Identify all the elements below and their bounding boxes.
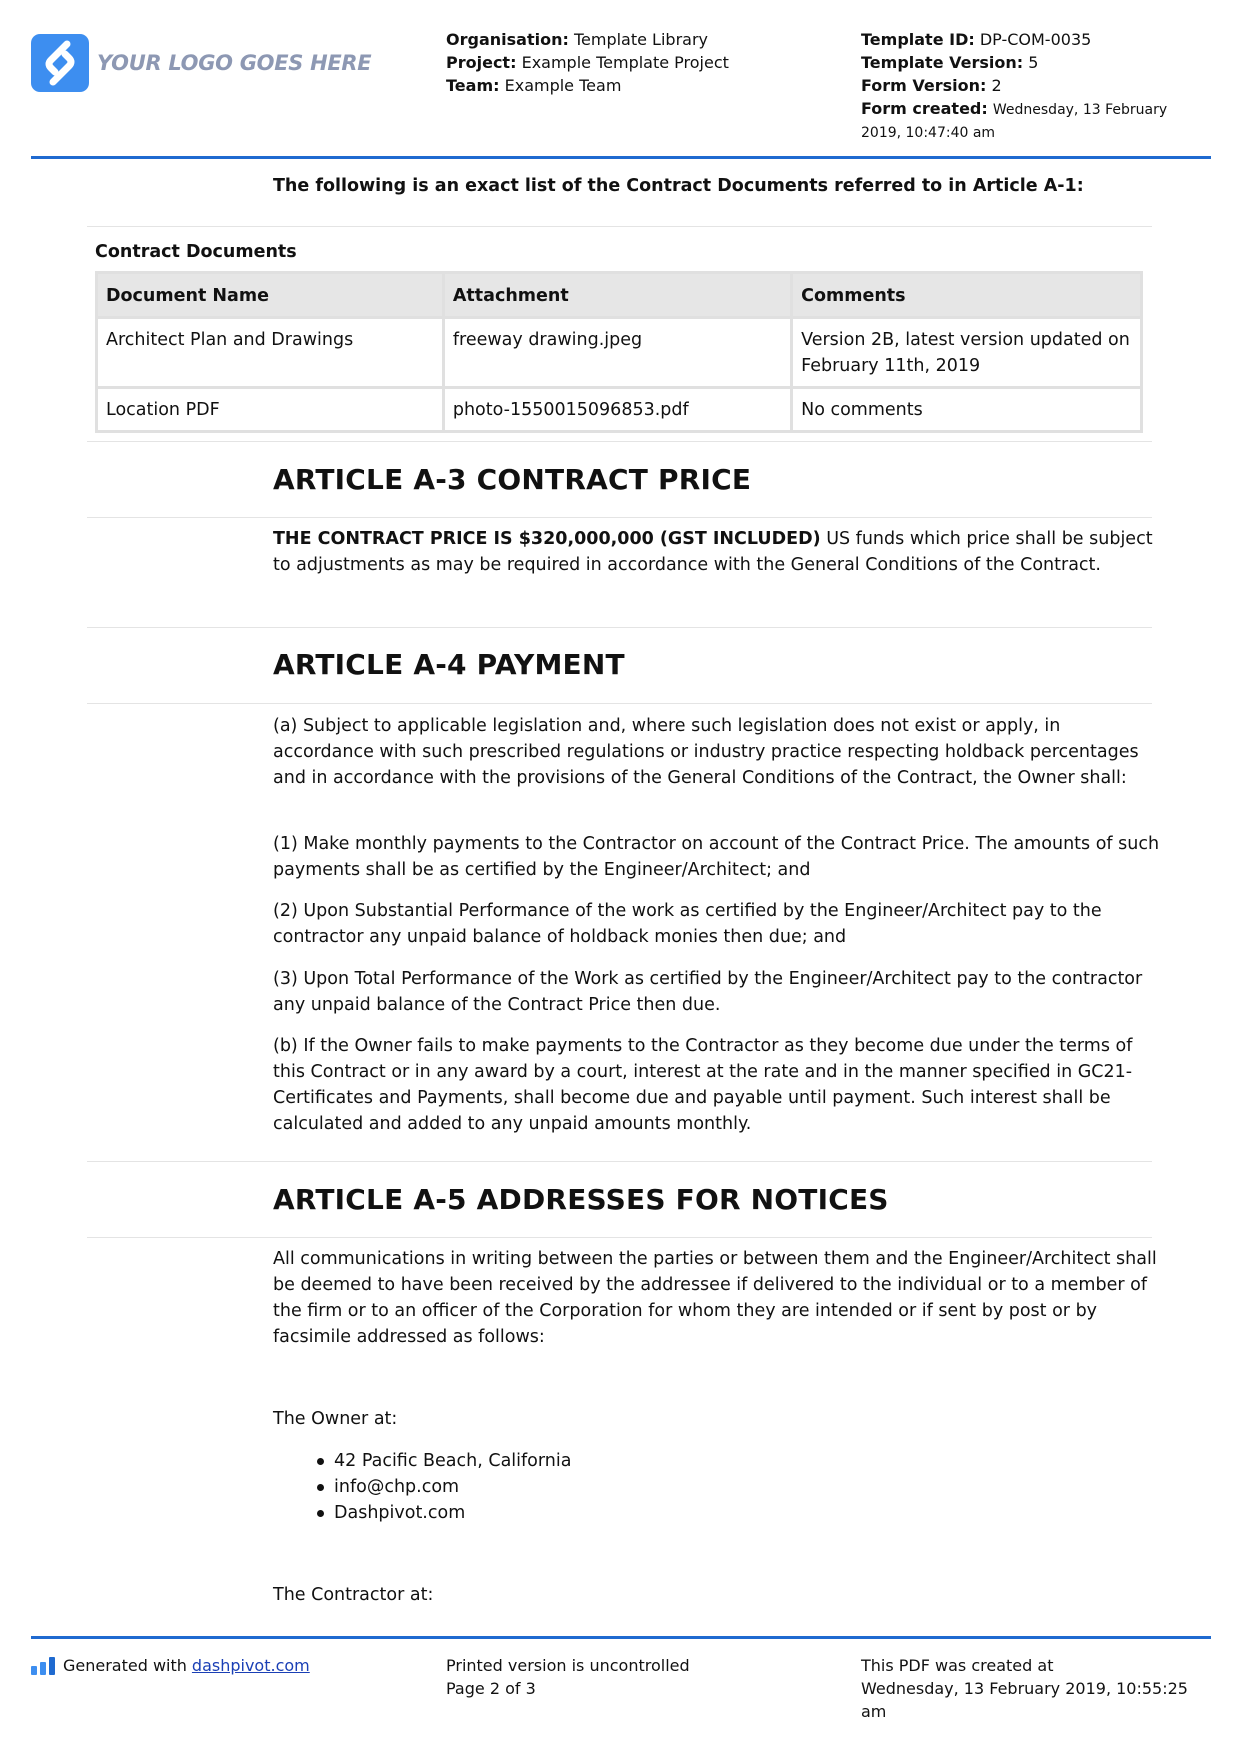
owner-address-list [273,1448,571,1526]
project-value: Example Template Project [521,53,729,72]
section-divider [87,1161,1152,1162]
contract-price-statement: THE CONTRACT PRICE IS $320,000,000 (GST INCLUDED) [273,529,821,549]
payment-paragraph-b: (b) If the Owner fails to make payments to the Contractor as they become due under the terms of this Contract or in any award by a court, interest at the rate and in the manner specified in GC21-Certificates and Payments, shall become due and payable until payment. Such interest shall be calculated and added to any unpaid amounts monthly. [273,1036,1133,1134]
team-label: Team: [446,76,500,95]
list-item: 42 Pacific Beach, California [273,1448,571,1474]
section-divider [87,627,1152,628]
created-line-2: Wednesday, 13 February 2019, 10:55:25 [861,1679,1188,1698]
table-row [97,388,1142,432]
list-item: info@chp.com [273,1474,571,1500]
notices-paragraph: All communications in writing between the parties or between them and the Engineer/Architect shall be deemed to have been received by the addressee if delivered to the individual or to a member of the firm or to an officer of the Corporation for whom they are intended or if sent by post or by facsimile addressed as follows: [273,1249,1157,1347]
contract-documents-title: Contract Documents [95,242,297,262]
template-id-label: Template ID: [861,30,975,49]
cell-comments: No comments [792,388,1142,432]
footer-divider [31,1636,1211,1639]
organisation-value: Template Library [573,30,708,49]
company-logo [31,34,371,92]
cell-attachment: photo-1550015096853.pdf [443,388,791,432]
form-version-label: Form Version: [861,76,987,95]
section-divider [87,1237,1152,1238]
section-divider [87,226,1152,227]
cell-document-name: Location PDF [97,388,444,432]
generated-with [31,1654,310,1677]
article-a3-heading: ARTICLE A-3 CONTRACT PRICE [273,463,752,496]
contract-documents-table [95,271,1143,433]
payment-paragraph-3: (3) Upon Total Performance of the Work as certified by the Engineer/Architect pay to the contractor any unpaid balance of the Contract Price then due. [273,969,1143,1015]
article-a4-heading: ARTICLE A-4 PAYMENT [273,648,625,681]
table-row [97,318,1142,388]
payment-paragraph-1: (1) Make monthly payments to the Contractor on account of the Contract Price. The amounts of such payments shall be as certified by the Engineer/Architect; and [273,834,1160,880]
template-version-label: Template Version: [861,53,1024,72]
header-project-info [446,28,729,97]
form-created-value: Wednesday, 13 February [992,102,1168,118]
generated-text: Generated with [63,1656,187,1675]
owner-label: The Owner at: [273,1409,398,1429]
page-number: Page 2 of 3 [446,1679,536,1698]
article-a3-text [273,526,1163,578]
form-version-value: 2 [991,76,1002,95]
cell-attachment: freeway drawing.jpeg [443,318,791,388]
column-header-comments: Comments [792,273,1142,318]
column-header-attachment: Attachment [443,273,791,318]
header-divider [31,156,1211,159]
contract-price-text: US funds which price shall be subject to adjustments as may be required in accordance with the General Conditions of the Contract. [273,529,1153,575]
payment-paragraph-a: (a) Subject to applicable legislation and, where such legislation does not exist or apply, in accordance with such prescribed regulations or industry practice respecting holdback percentages and in accordance with the provisions of the General Conditions of the Contract, the Owner shall: [273,716,1139,788]
section-divider [87,703,1152,704]
uncontrolled-notice: Printed version is uncontrolled [446,1656,690,1675]
footer-created-info [861,1654,1221,1723]
footer-print-info [446,1654,690,1700]
form-created-value-cont: 2019, 10:47:40 am [861,125,996,141]
intro-text: The following is an exact list of the Contract Documents referred to in Article A-1: [273,176,1084,196]
created-line-3: am [861,1702,887,1721]
project-label: Project: [446,53,517,72]
logo-icon [31,34,89,92]
bar-chart-icon [31,1657,55,1675]
column-header-document-name: Document Name [97,273,444,318]
template-id-value: DP-COM-0035 [979,30,1092,49]
section-divider [87,441,1152,442]
section-divider [87,517,1152,518]
dashpivot-link[interactable]: dashpivot.com [191,1656,310,1675]
cell-comments: Version 2B, latest version updated on February 11th, 2019 [792,318,1142,388]
page-header [31,28,1211,158]
created-line-1: This PDF was created at [861,1656,1054,1675]
payment-paragraph-2: (2) Upon Substantial Performance of the work as certified by the Engineer/Architect pay to the contractor any unpaid balance of holdback monies then due; and [273,901,1102,947]
contractor-label: The Contractor at: [273,1585,434,1605]
team-value: Example Team [504,76,622,95]
organisation-label: Organisation: [446,30,569,49]
table-header-row [97,273,1142,318]
cell-document-name: Architect Plan and Drawings [97,318,444,388]
header-template-info [861,28,1221,145]
form-created-label: Form created: [861,99,988,118]
template-version-value: 5 [1028,53,1039,72]
article-a5-heading: ARTICLE A-5 ADDRESSES FOR NOTICES [273,1183,889,1216]
list-item: Dashpivot.com [273,1500,571,1526]
logo-text: YOUR LOGO GOES HERE [97,51,372,75]
